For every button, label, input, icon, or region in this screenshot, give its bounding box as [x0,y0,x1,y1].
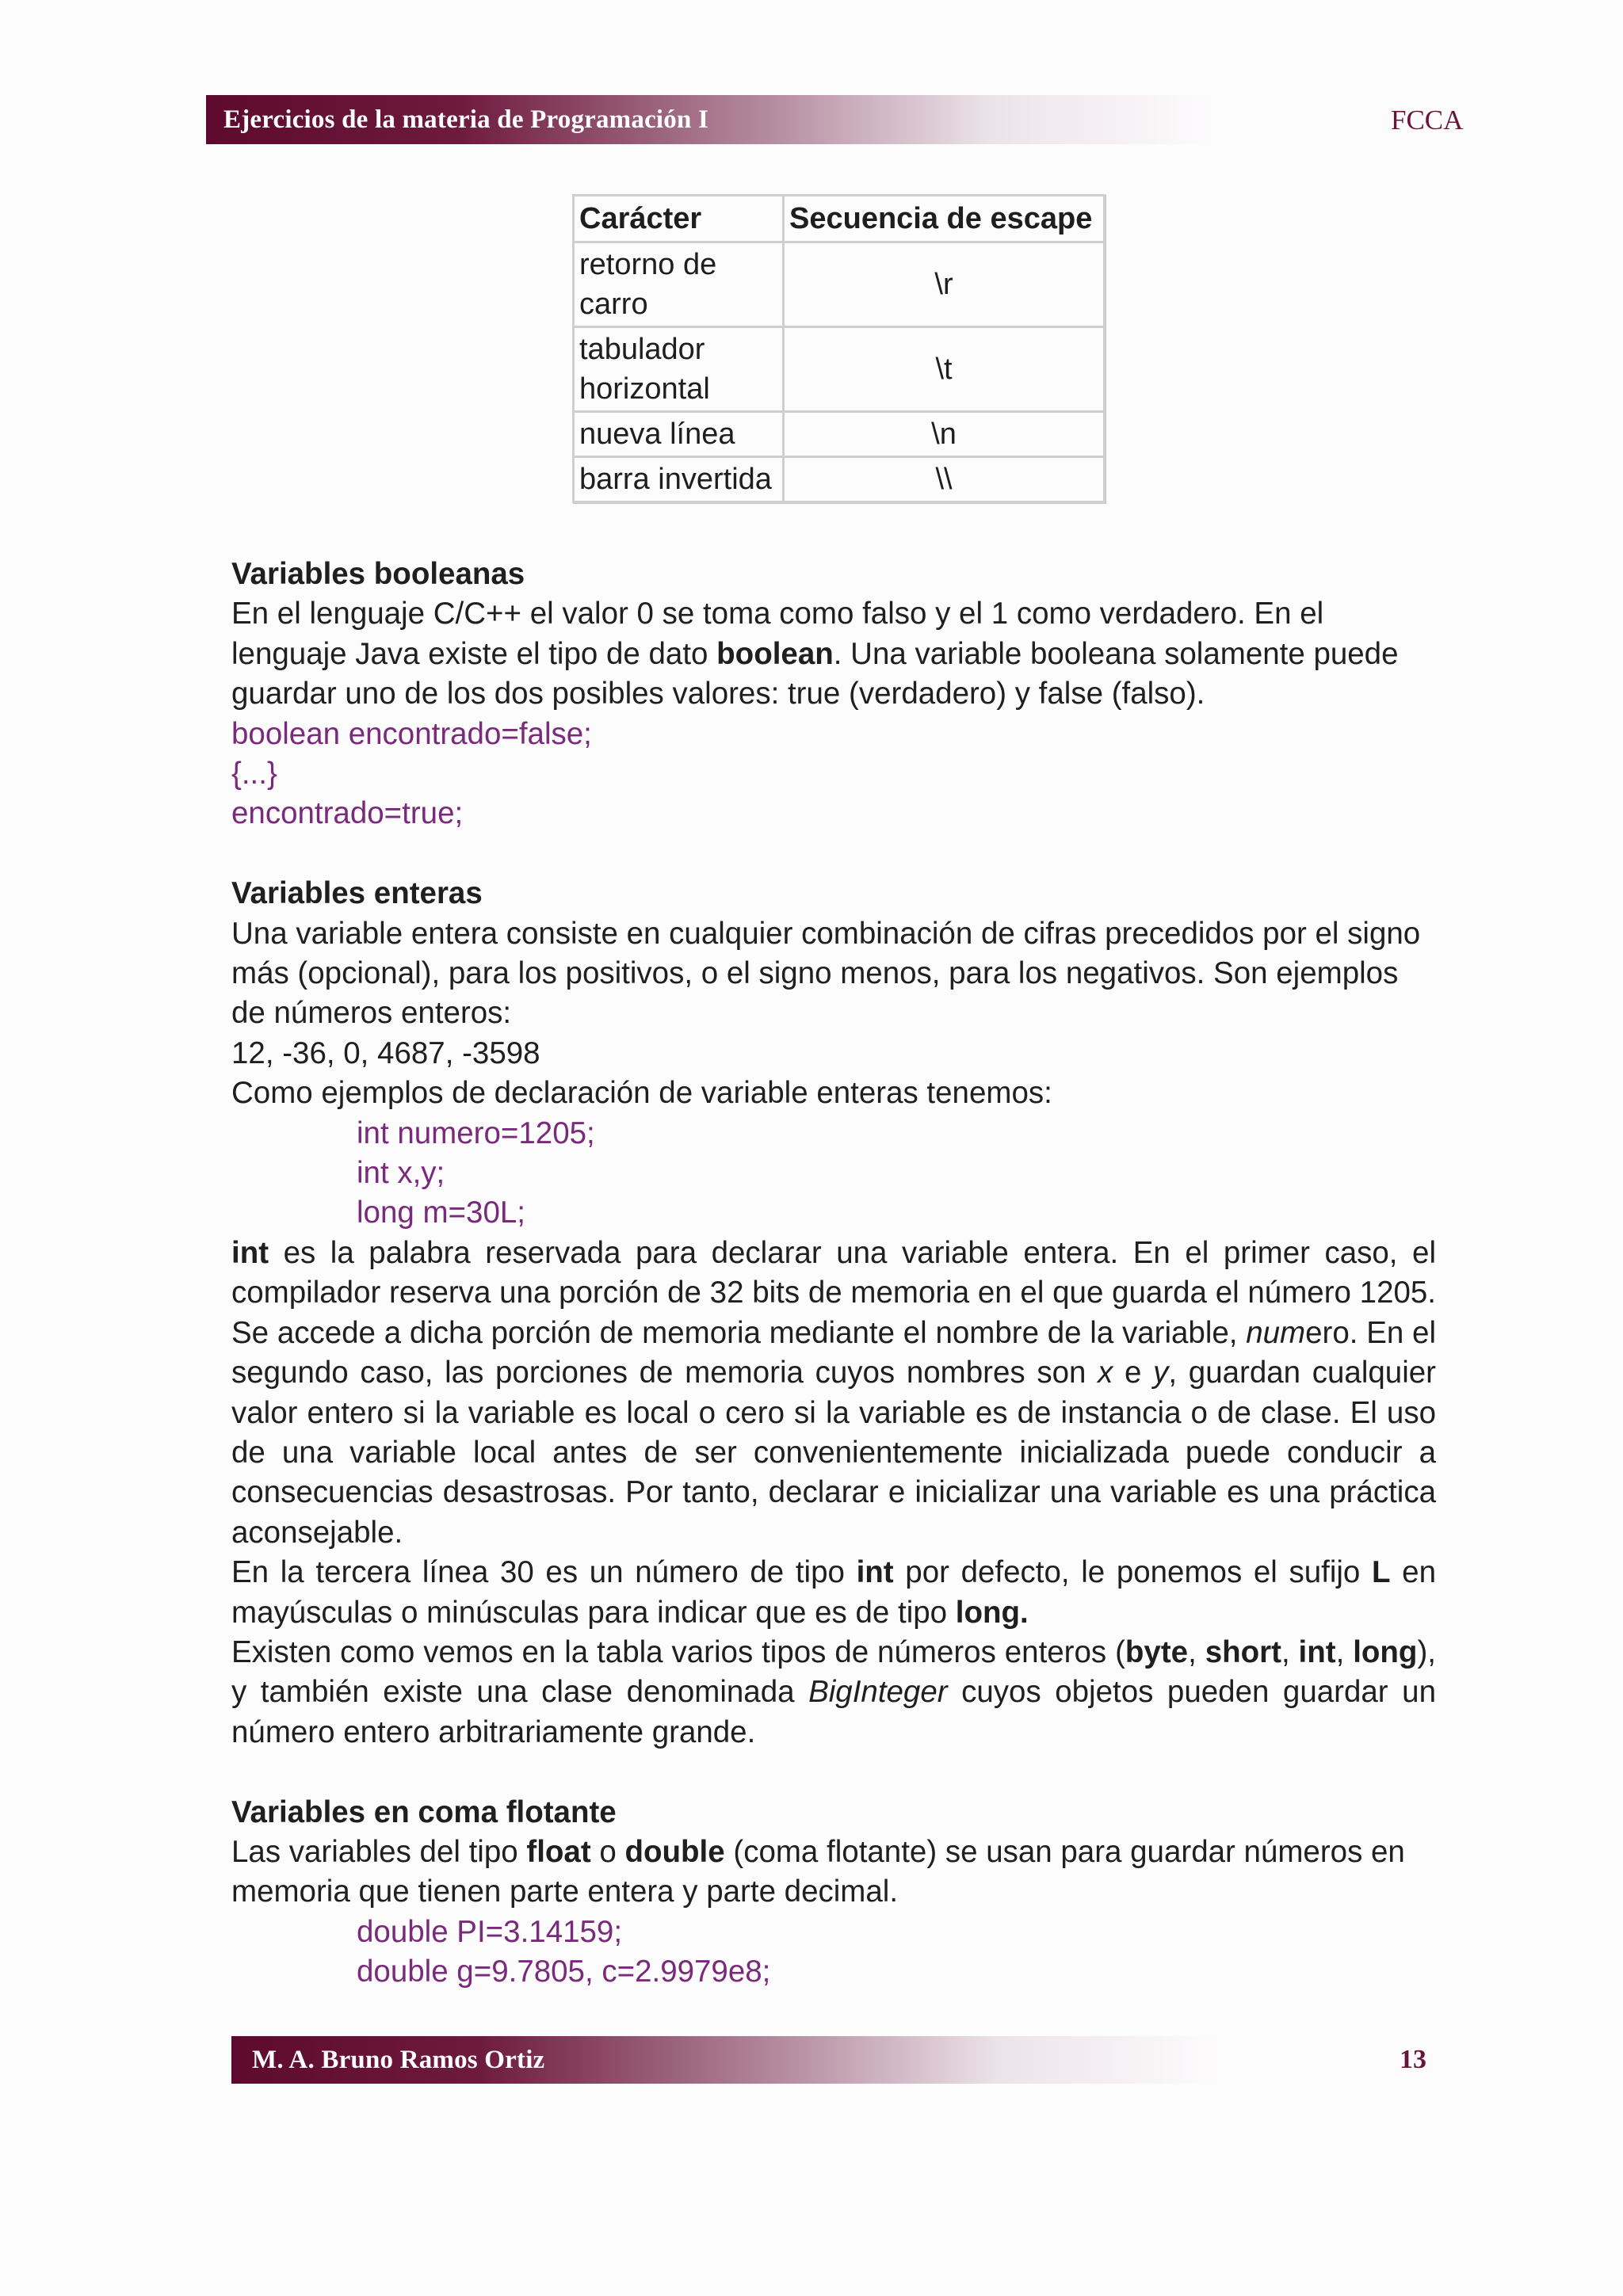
page-number: 13 [1400,2045,1426,2074]
spacer [231,1753,1436,1792]
section-title-enteras: Variables enteras [231,876,483,911]
code-line: {...} [231,757,277,791]
section-title-flotante: Variables en coma flotante [231,1794,617,1829]
escape-sequence-table [572,194,1106,503]
paragraph-enteras-sufijo [231,1553,1436,1633]
table-row [574,457,1105,502]
table-cell-caracter: retorno de carro [574,242,784,327]
text-run: e [1113,1356,1154,1390]
text-run: En la tercera línea 30 es un número de tipo [231,1555,857,1590]
paragraph-enteras-intro: Una variable entera consiste en cualquier combinación de cifras precedidos por el signo más (opcional), para los positivos, o el signo menos, para los negativos. Son ejemplos de números enteros: [231,916,1421,1031]
table-cell-secuencia: \r [784,242,1105,327]
text-run: Las variables del tipo [231,1834,527,1869]
text-run: ), y también existe una clase denominada [231,1634,1436,1710]
header-institution: FCCA [1391,105,1464,135]
text-run: ero. En el segundo caso, las porciones de memoria cuyos nombres son [231,1315,1436,1390]
code-line: boolean encontrado=false; [231,716,592,751]
italic-y: y [1153,1356,1169,1390]
keyword-long: long. [955,1595,1029,1630]
keyword-int: int [856,1555,894,1590]
text-run: , [1188,1634,1205,1669]
code-line: double PI=3.14159; [357,1914,623,1949]
code-line: int x,y; [357,1156,445,1191]
main-content [231,555,1436,1993]
text-run: , guardan cualquier valor entero si la variable es local o cero si la variable es de instancia o de clase. El uso de una variable local antes de ser convenientemente inicializada puede conducir a consecuencias desastrosas. Por tanto, declarar e inicializar una variable es una práctica aconsejable. [231,1356,1437,1550]
italic-biginteger: BigInteger [808,1675,948,1710]
paragraph-enteras-declaracion: Como ejemplos de declaración de variable enteras tenemos: [231,1076,1052,1111]
table-cell-secuencia: \t [784,327,1105,412]
paragraph-booleanas [231,594,1436,714]
keyword-int: int [1298,1634,1336,1669]
text-run: En el lenguaje C/C++ el valor 0 se toma como falso y el 1 como verdadero. En el lenguaje Java existe el tipo de dato [231,597,1324,671]
header-title: Ejercicios de la materia de Programación I [223,105,709,134]
header-band [206,95,1470,144]
code-line: encontrado=true; [231,796,464,831]
spacer [231,834,1436,874]
code-line: long m=30L; [357,1196,525,1230]
paragraph-enteras-int [231,1234,1436,1553]
text-run: , [1281,1634,1299,1669]
keyword-float: float [526,1834,591,1869]
code-line: double g=9.7805, c=2.9979e8; [357,1955,771,1989]
text-run: (coma flotante) se usan para guardar números en memoria que tienen parte entera y parte decimal. [231,1834,1405,1909]
text-run: o [590,1834,625,1869]
keyword-boolean: boolean [716,636,834,671]
keyword-long: long [1353,1634,1418,1669]
italic-num: num [1246,1315,1306,1350]
section-title-booleanas: Variables booleanas [231,557,525,591]
table-header-row [574,196,1105,242]
footer-band [231,2036,1470,2084]
text-run: por defecto, le ponemos el sufijo [893,1555,1372,1590]
keyword-int: int [231,1235,269,1270]
paragraph-enteras-tipos [231,1633,1436,1753]
table-cell-secuencia: \n [784,412,1105,457]
text-run: Existen como vemos en la tabla varios tipos de números enteros ( [231,1634,1125,1669]
keyword-short: short [1205,1634,1281,1669]
keyword-L: L [1372,1555,1391,1590]
text-run: en mayúsculas o minúsculas para indicar que es de tipo [231,1555,1437,1630]
table-row [574,242,1105,327]
table-header-caracter: Carácter [574,196,784,242]
paragraph-flotante [231,1833,1436,1913]
text-run: cuyos objetos pueden guardar un número entero arbitrariamente grande. [231,1675,1436,1749]
keyword-byte: byte [1125,1634,1189,1669]
table-row [574,412,1105,457]
table-row [574,327,1105,412]
italic-x: x [1098,1356,1113,1390]
table-cell-caracter: nueva línea [574,412,784,457]
table-cell-secuencia: \\ [784,457,1105,502]
text-run: , [1335,1634,1354,1669]
footer-author: M. A. Bruno Ramos Ortiz [252,2045,545,2074]
code-line: int numero=1205; [357,1116,595,1150]
table-cell-caracter: barra invertida [574,457,784,502]
text-run: es la palabra reservada para declarar una variable entera. En el primer caso, el compilador reserva una porción de 32 bits de memoria en el que guarda el número 1205. Se accede a dicha porción de memoria mediante el nombre de la variable, [231,1235,1436,1350]
table-header-secuencia: Secuencia de escape [784,196,1105,242]
text-run: . Una variable booleana solamente puede guardar uno de los dos posibles valores: true (verdadero) y false (falso). [231,636,1399,711]
table-cell-caracter: tabulador horizontal [574,327,784,412]
paragraph-enteras-examples: 12, -36, 0, 4687, -3598 [231,1035,540,1070]
keyword-double: double [624,1834,725,1869]
